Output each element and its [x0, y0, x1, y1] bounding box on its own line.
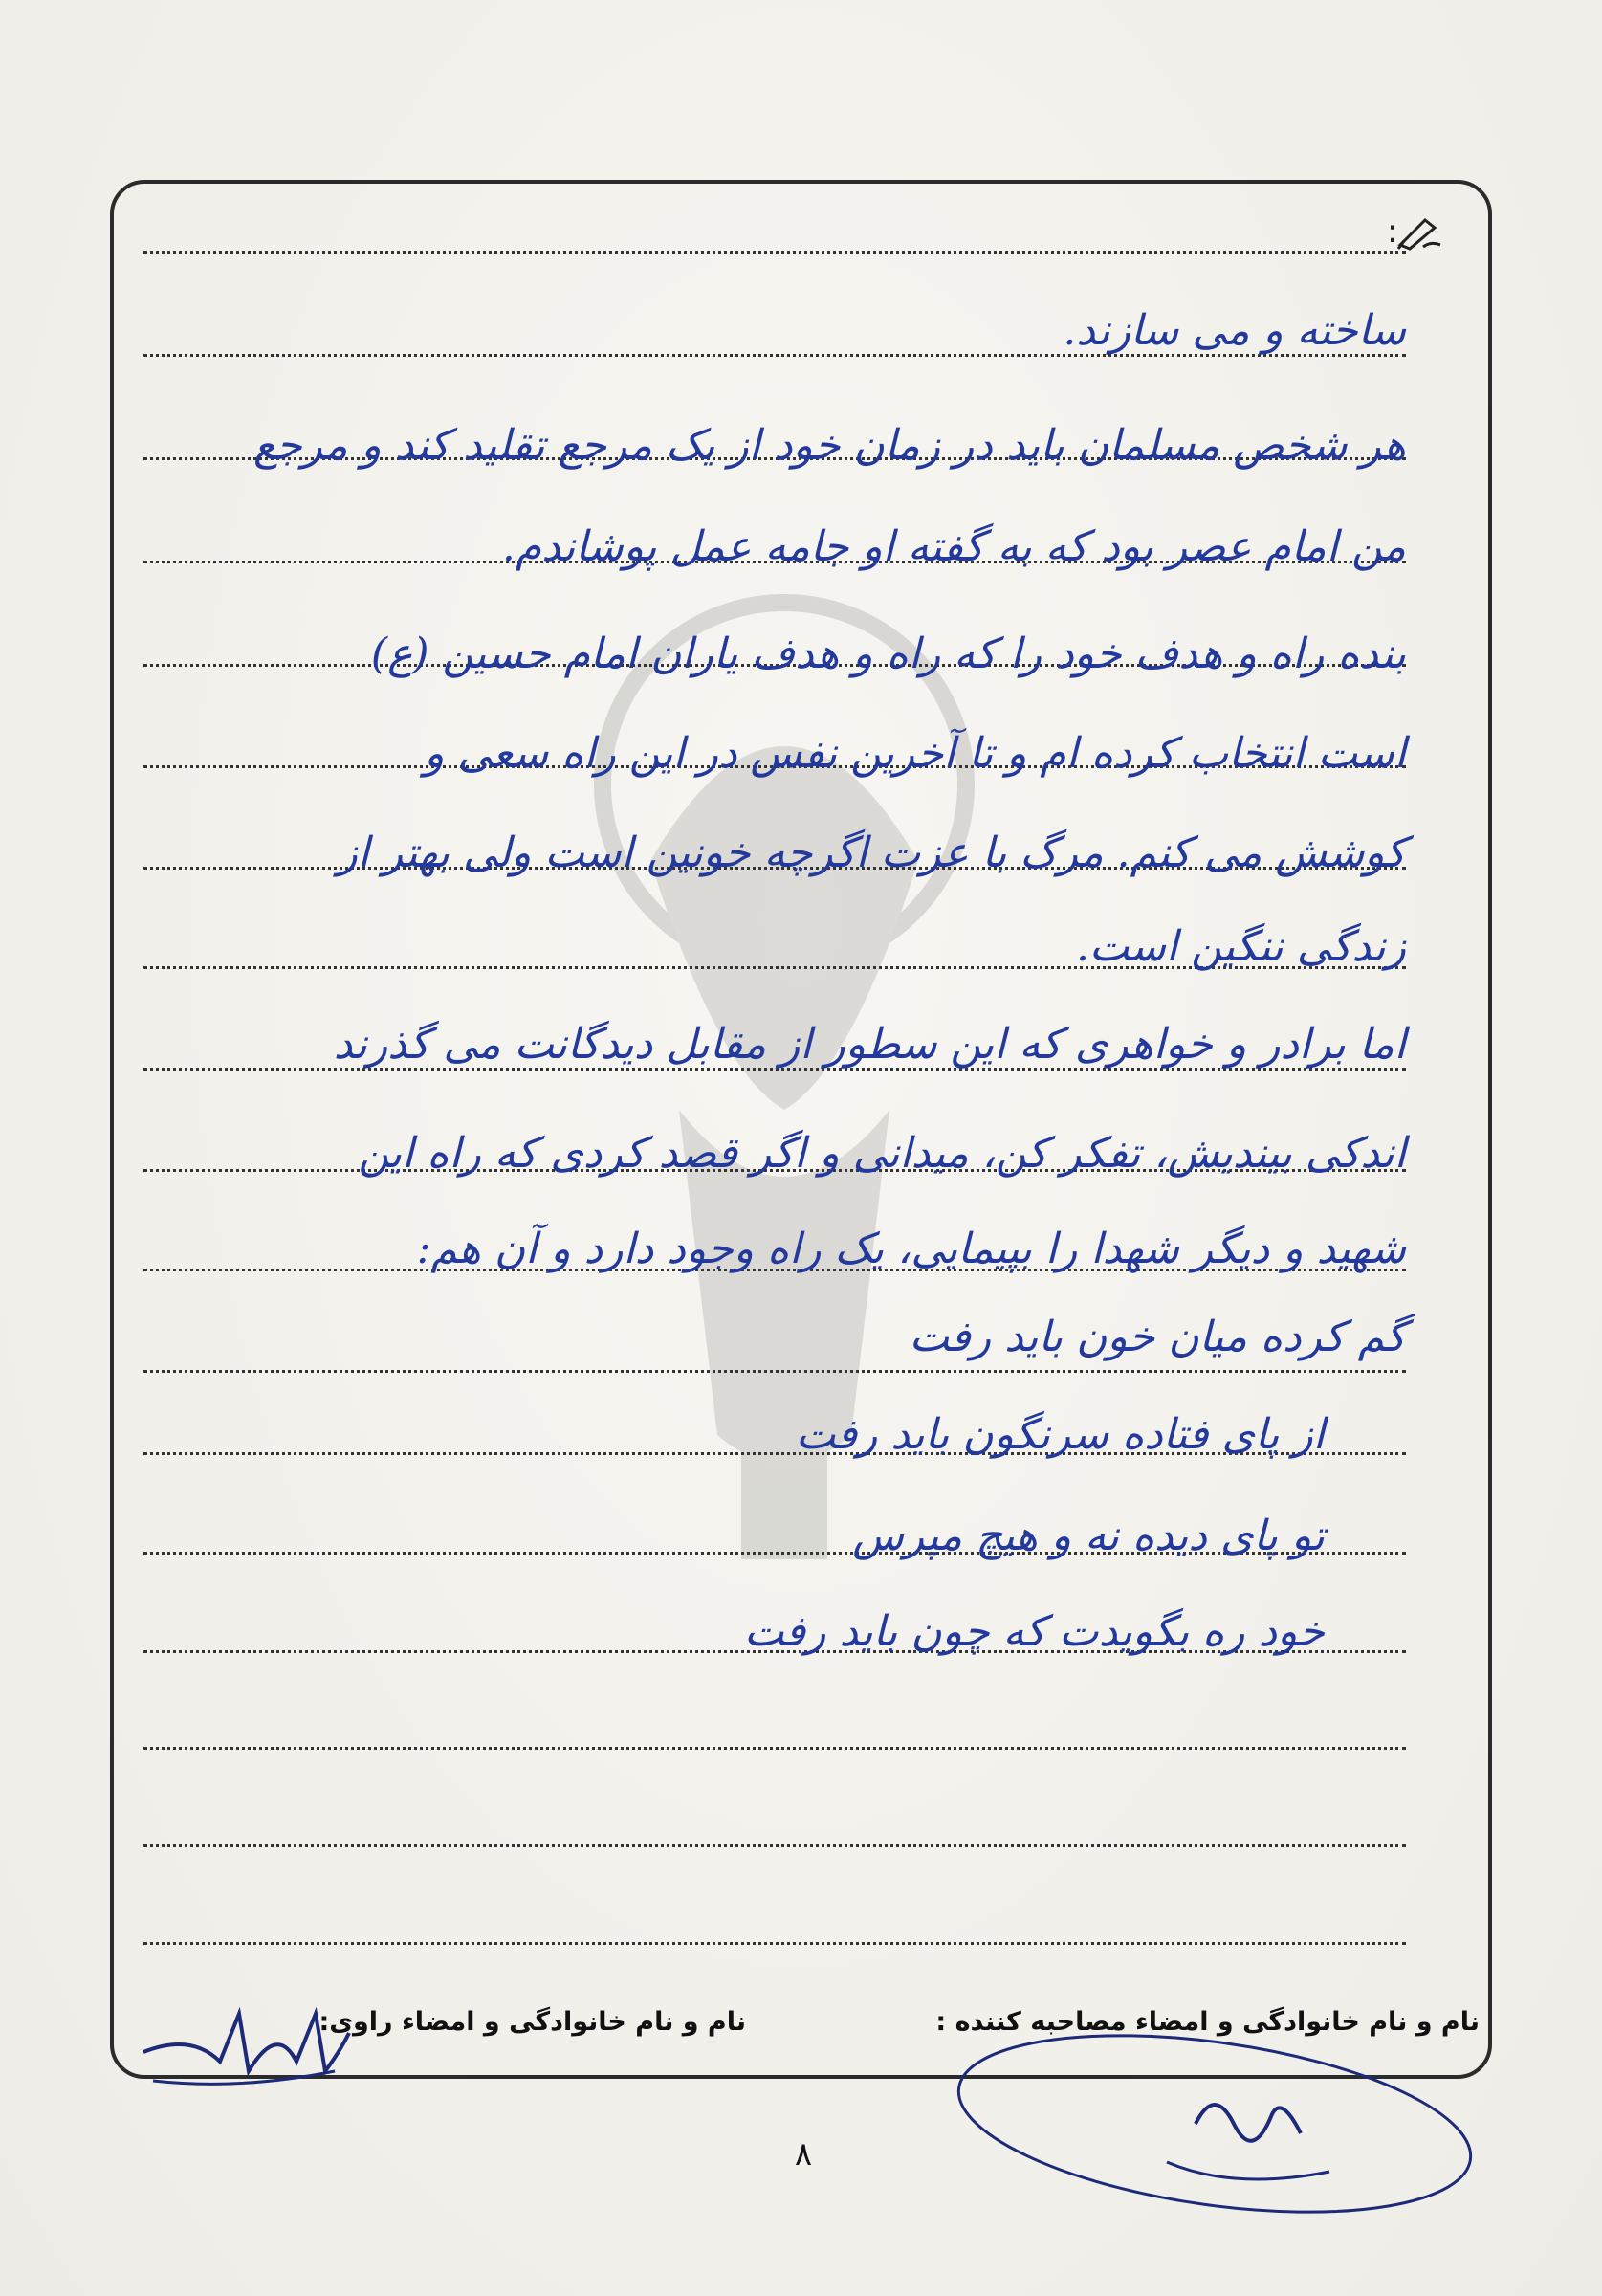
handwritten-line: اندکی بیندیش، تفکر کن، میدانی و اگر قصد کردی که راه این: [358, 1129, 1406, 1178]
handwritten-line: شهید و دیگر شهدا را بپیمایی، یک راه وجود دارد و آن هم:: [416, 1225, 1406, 1273]
handwritten-line: از پای فتاده سرنگون باید رفت: [795, 1410, 1325, 1459]
page-number: ۸: [794, 2135, 813, 2174]
handwritten-line: گم کرده میان خون باید رفت: [909, 1313, 1406, 1361]
narrator-signature: [134, 1995, 354, 2100]
pen-icon: [1396, 212, 1442, 251]
handwritten-line: است انتخاب کرده ام و تا آخرین نفس در این راه سعی و: [424, 729, 1406, 778]
handwritten-line: هر شخص مسلمان باید در زمان خود از یک مرجع تقلید کند و مرجع: [253, 421, 1406, 470]
interviewer-label: نام و نام خانوادگی و امضاء مصاحبه کننده :: [935, 2007, 1480, 2037]
interviewer-signature: [928, 2028, 1502, 2229]
pen-colon: :: [1387, 212, 1398, 251]
ruled-line: [143, 251, 1406, 254]
handwritten-line: زندگی ننگین است.: [1075, 922, 1406, 971]
handwritten-line: ساخته و می سازند.: [1063, 306, 1406, 355]
handwritten-line: اما برادر و خواهری که این سطور از مقابل دیدگانت می گذرند: [333, 1020, 1406, 1069]
ruled-line: [143, 1747, 1406, 1750]
handwritten-line: من امام عصر بود که به گفته او جامه عمل پوشاندم.: [501, 522, 1406, 571]
handwritten-line: خود ره بگویدت که چون باید رفت: [743, 1607, 1325, 1656]
ruled-line: [143, 1844, 1406, 1847]
ruled-line: [143, 1370, 1406, 1373]
handwritten-line: تو پای دیده نه و هیچ مپرس: [852, 1512, 1325, 1560]
ruled-line: [143, 1942, 1406, 1945]
handwritten-line: بنده راه و هدف خود را که راه و هدف یاران امام حسین (ع): [370, 629, 1406, 678]
narrator-label: نام و نام خانوادگی و امضاء راوی:: [318, 2007, 746, 2037]
handwritten-line: کوشش می کنم. مرگ با عزت اگرچه خونین است ولی بهتر از: [337, 828, 1406, 877]
